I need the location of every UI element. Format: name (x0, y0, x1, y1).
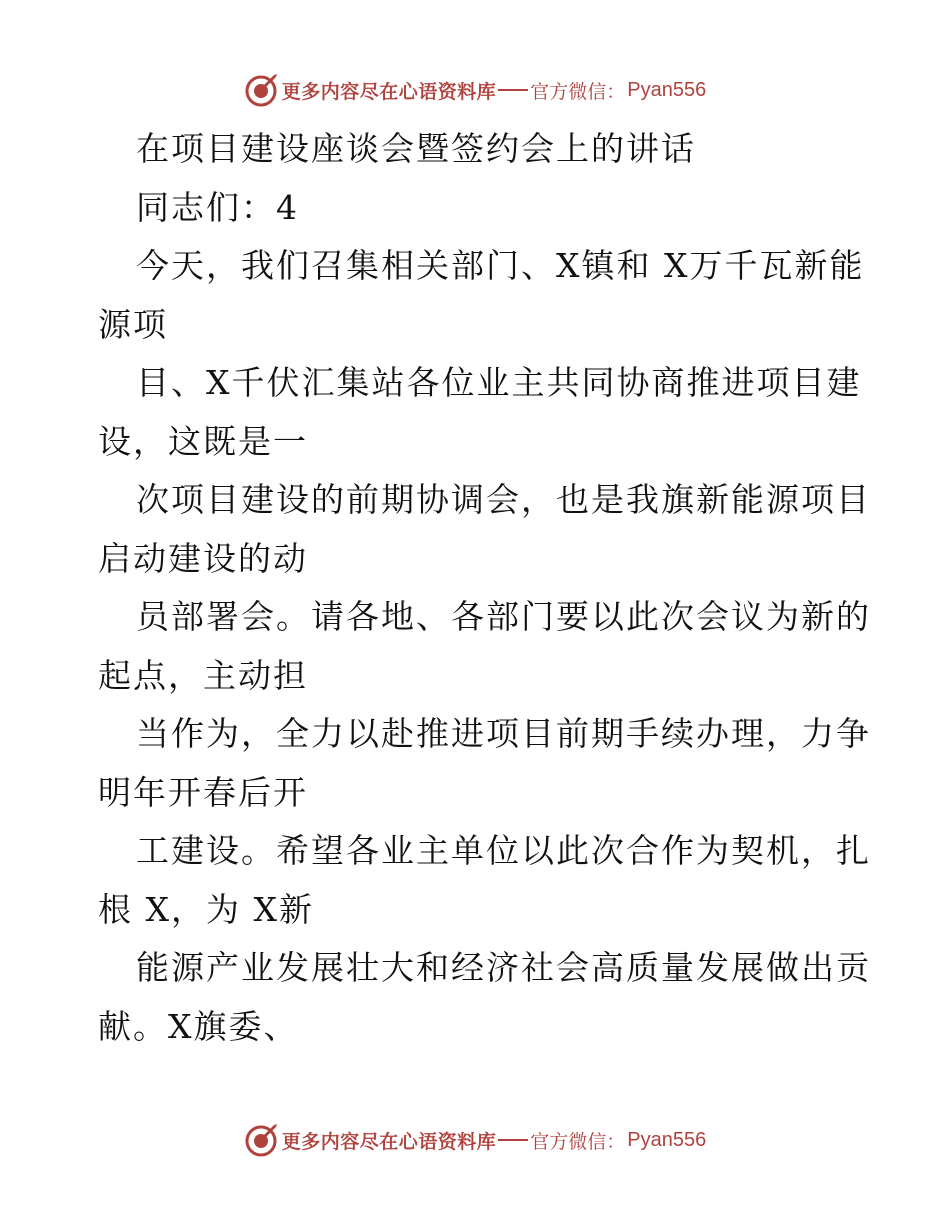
watermark-site-text: 更多内容尽在心语资料库 (281, 80, 497, 103)
body-line: 员部署会。请各地、各部门要以此次会议为新的 (136, 597, 871, 636)
body-line: 献。X旗委、 (98, 1006, 299, 1046)
body-line: 源项 (98, 304, 168, 344)
watermark-handle: Pyan556 (627, 1128, 707, 1151)
watermark-contact-label: 官方微信： (530, 1130, 626, 1153)
body-line: 目、X千伏汇集站各位业主共同协商推进项目建 (136, 363, 862, 402)
body-line: 同志们：4 (136, 187, 299, 227)
document-title: 在项目建设座谈会暨签约会上的讲话 (136, 129, 696, 168)
body-line: 明年开春后开 (98, 772, 308, 812)
body-line: 当作为，全力以赴推进项目前期手续办理，力争 (136, 714, 871, 753)
watermark-banner-top (0, 70, 950, 110)
body-line: 工建设。希望各业主单位以此次合作为契机，扎 (136, 831, 871, 870)
watermark-contact-label: 官方微信： (530, 80, 626, 103)
body-line: 今天，我们召集相关部门、X镇和 X万千瓦新能 (136, 246, 865, 285)
brand-logo-icon (244, 73, 278, 107)
watermark-site-text: 更多内容尽在心语资料库 (281, 1130, 497, 1153)
document-body (98, 120, 871, 1056)
watermark-banner-bottom (0, 1120, 950, 1160)
body-line: 设，这既是一 (98, 421, 308, 461)
brand-logo-icon (244, 1123, 278, 1157)
watermark-dash (498, 1139, 528, 1141)
body-line: 根 X，为 X新 (98, 889, 314, 929)
body-line: 启动建设的动 (98, 538, 308, 578)
watermark-dash (498, 89, 528, 91)
body-line: 次项目建设的前期协调会，也是我旗新能源项目 (136, 480, 871, 519)
body-line: 起点，主动担 (98, 655, 308, 695)
watermark-handle: Pyan556 (627, 78, 707, 101)
body-line: 能源产业发展壮大和经济社会高质量发展做出贡 (136, 948, 871, 987)
